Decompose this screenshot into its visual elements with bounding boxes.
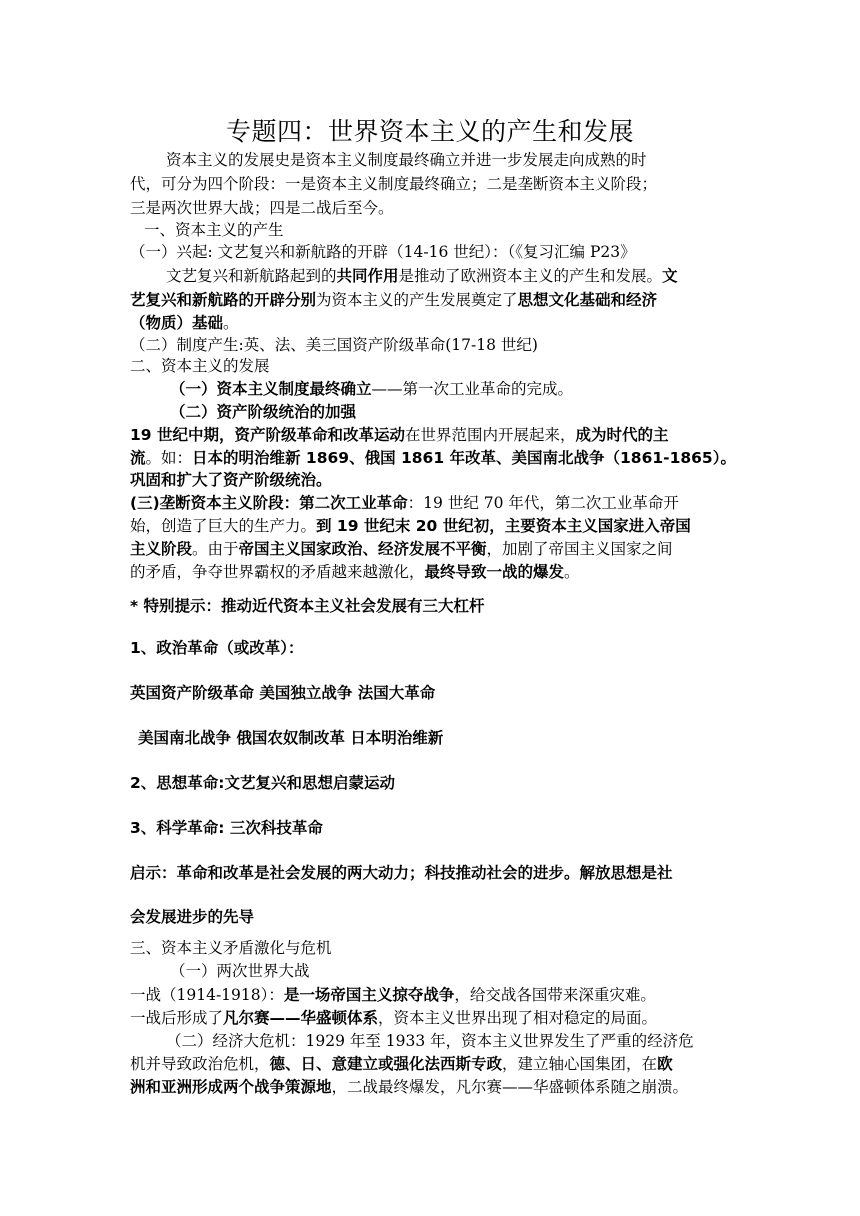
section-2-monopoly-line-2 [130,515,735,538]
text-span: 一战后形成了 [130,1009,224,1027]
section-3-crisis-line-1: （二）经济大危机：1929 年至 1933 年，资本主义世界发生了严重的经济危 [166,1032,694,1050]
section-2-part-1 [130,378,775,401]
bold-text: 成为时代的主 [575,426,669,444]
text-span: 为资本主义的产生发展奠定了 [316,291,518,309]
section-2-heading: 二、资本主义的发展 [130,357,270,375]
text-span: 始，创造了巨大的生产力。 [130,517,317,535]
section-1-paragraph-line-3 [130,312,735,335]
text-span: 的矛盾，争夺世界霸权的矛盾越来越激化， [130,563,425,581]
political-revolution-list-2: 美国南北战争 俄国农奴制改革 日本明治维新 [138,729,444,747]
bold-text: 洲和亚洲形成两个战争策源地 [130,1078,332,1096]
section-3-heading: 三、资本主义矛盾激化与危机 [130,939,332,957]
text-span: ——第一次工业革命的完成。 [371,380,574,398]
science-revolution: 3、科学革命: 三次科技革命 [130,819,323,837]
section-2-monopoly-line-1 [130,492,735,515]
section-1-heading: 一、资本主义的产生 [144,221,284,239]
section-1-system: （二）制度产生:英、法、美三国资产阶级革命(17-18 世纪) [130,336,538,354]
text-span: 一战（1914-1918）： [130,986,284,1004]
bold-text: 主义阶段 [130,540,193,558]
section-3-crisis-line-3 [130,1076,735,1099]
text-span: ，加剧了帝国主义国家之间 [486,540,673,558]
intro-line-2: 代，可分为四个阶段：一是资本主义制度最终确立；二是垄断资本主义阶段； [130,175,658,193]
section-3-ww1-line [130,984,735,1007]
text-span: ，建立轴心国集团，在 [502,1055,658,1073]
section-2-monopoly-line-3 [130,538,735,561]
thought-revolution: 2、思想革命:文艺复兴和思想启蒙运动 [130,774,395,792]
bold-text: 艺复兴和新航路的开辟分别 [130,291,317,309]
political-revolution: 1、政治革命（或改革）： [130,639,304,657]
bold-text: （一）资本主义制度最终确立 [170,380,372,398]
text-span: 在世界范围内开展起来， [404,426,576,444]
section-2-rise-line-3: 巩固和扩大了资产阶级统治。 [130,471,332,489]
bold-text: 到 19 世纪末 20 世纪初，主要资本主义国家进入帝国 [316,517,691,535]
bold-text: 最终导致一战的爆发 [424,563,565,581]
text-span: ，资本主义世界出现了相对稳定的局面。 [378,1009,658,1027]
bold-text: 法西斯专政 [424,1055,503,1073]
bold-text: 共同作用 [336,267,399,285]
text-span: 。 [564,563,580,581]
insight-line-2: 会发展进步的先导 [130,908,255,926]
bold-text: （物质）基础 [130,314,224,332]
text-span: 。如： [145,449,193,467]
text-span: ：19 世纪 70 年代，第二次工业革命开 [407,494,679,512]
bold-text: 19 世纪中期，资产阶级革命和改革运动 [130,426,405,444]
bold-text: 德、日、意建立或强化 [269,1055,425,1073]
page-title: 专题四：世界资本主义的产生和发展 [225,117,634,146]
bold-text: 流 [130,449,146,467]
text-span: ，给交战各国带来深重灾难。 [454,986,656,1004]
section-2-rise-line-1 [130,424,735,447]
section-3-versailles-line [130,1007,735,1030]
section-2-rise-line-2 [130,447,735,470]
bold-text: 思想文化基础和经济 [517,291,658,309]
text-span: 。由于 [192,540,239,558]
bold-text: 文 [662,267,678,285]
special-tip-heading: * 特别提示：推动近代资本主义社会发展有三大杠杆 [130,597,485,615]
bold-text: 日本的明治维新 1869、俄国 1861 年改革、美国南北战争（1861-1865）。 [192,449,736,467]
insight-line-1: 启示：革命和改革是社会发展的两大动力；科技推动社会的进步。解放思想是社 [130,864,673,882]
section-2-part-2: （二）资产阶级统治的加强 [170,403,357,421]
section-1-paragraph-line-2 [130,289,735,312]
intro-line-3: 三是两次世界大战；四是二战后至今。 [130,199,394,217]
section-1-rise: （一）兴起: 文艺复兴和新航路的开辟（14-16 世纪）：（《复习汇编 P23》 [130,243,636,261]
section-3-wars: （一）两次世界大战 [170,962,310,980]
intro-line-1: 资本主义的发展史是资本主义制度最终确立并进一步发展走向成熟的时 [166,151,647,169]
bold-text: 凡尔赛——华盛顿体系 [223,1009,379,1027]
text-span: 文艺复兴和新航路起到的 [166,267,337,285]
bold-text: 欧 [657,1055,673,1073]
political-revolution-list-1: 英国资产阶级革命 美国独立战争 法国大革命 [130,684,436,702]
text-span: 是推动了欧洲资本主义的产生和发展。 [398,267,663,285]
section-3-crisis-line-2 [130,1053,735,1076]
bold-text: 帝国主义国家政治、经济发展不平衡 [238,540,487,558]
bold-text: 是一场帝国主义掠夺战争 [283,986,455,1004]
section-2-monopoly-line-4 [130,561,735,584]
text-span: 。 [223,314,239,332]
text-span: ，二战最终爆发，凡尔赛——华盛顿体系随之崩溃。 [331,1078,689,1096]
section-1-paragraph-line-1 [130,265,771,288]
bold-text: (三)垄断资本主义阶段：第二次工业革命 [130,494,408,512]
text-span: 机并导致政治危机， [130,1055,270,1073]
